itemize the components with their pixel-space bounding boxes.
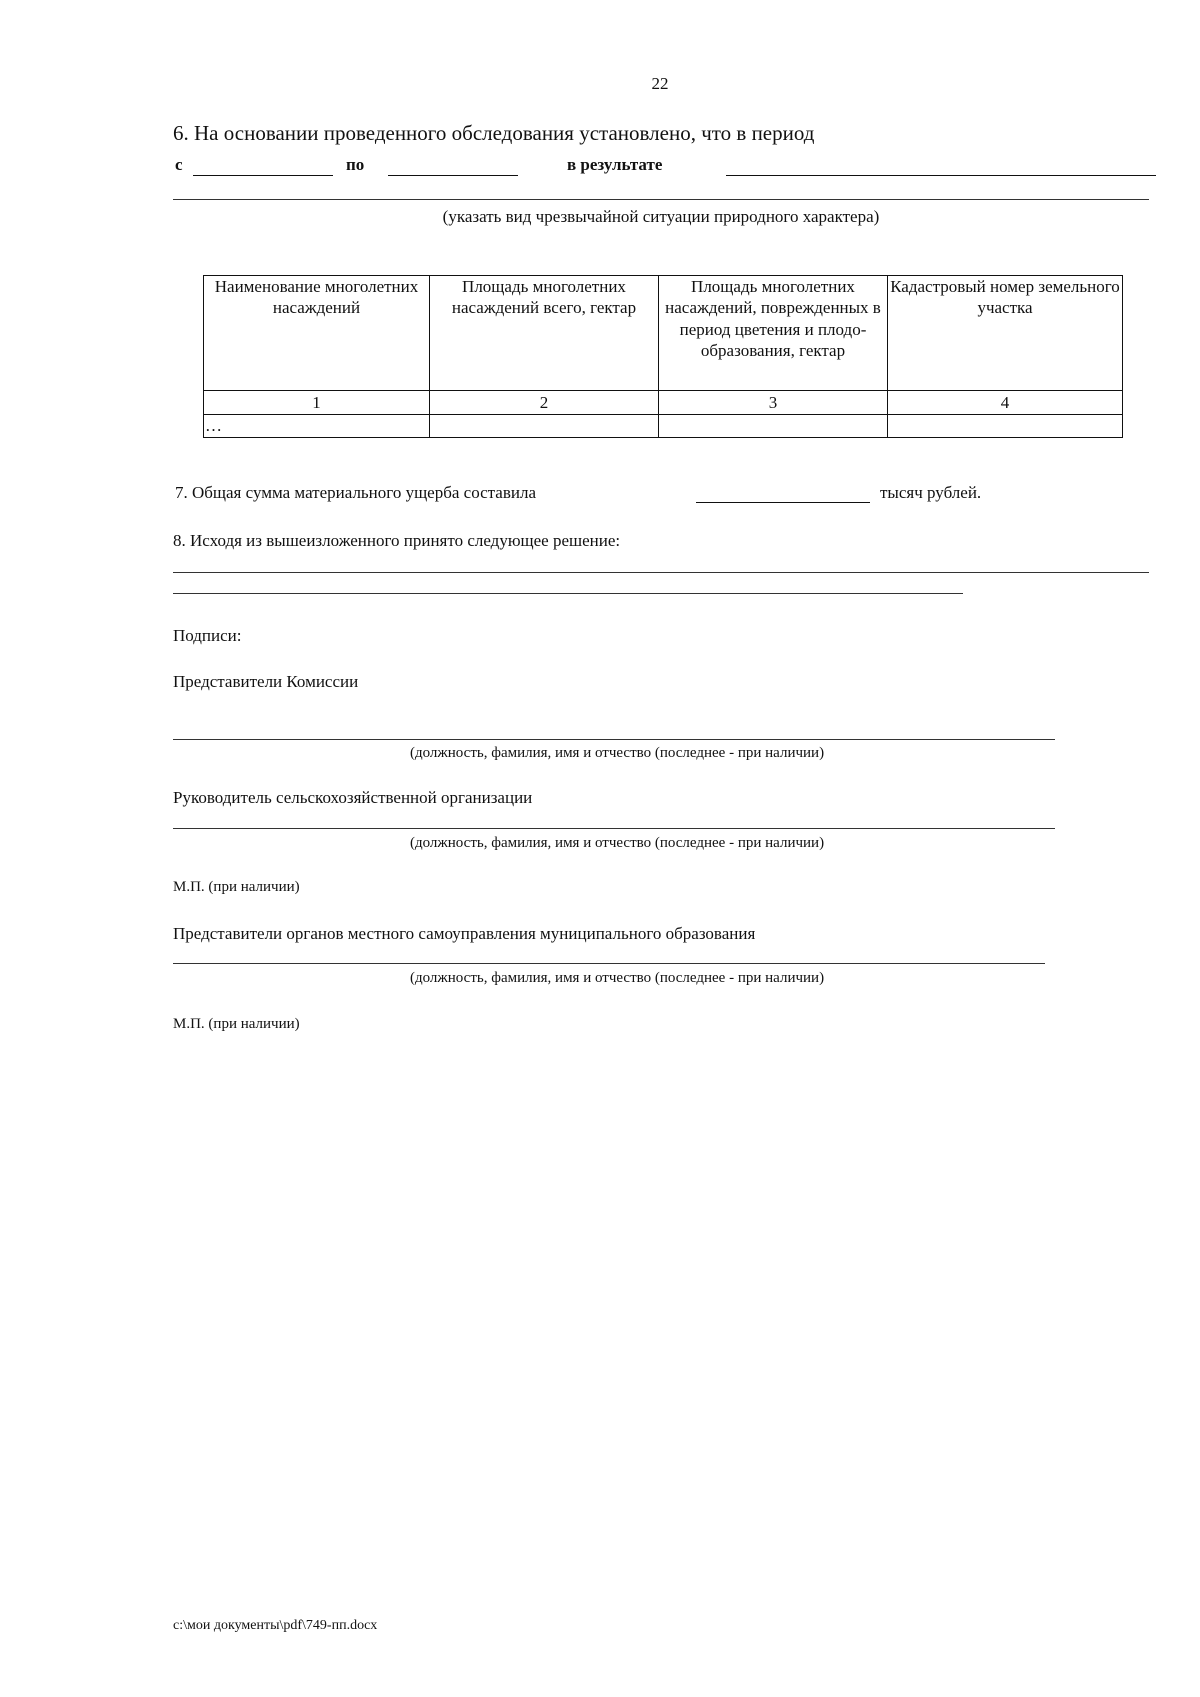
header-cadastral-number: Кадастровый номер земельного участка: [888, 276, 1123, 391]
table-row-numbers: [204, 391, 1123, 415]
commission-label: Представители Комиссии: [173, 672, 359, 691]
column-number-2: 2: [430, 391, 659, 415]
table-cell[interactable]: [430, 415, 659, 438]
damage-sum-unit: тысяч рублей.: [880, 483, 982, 502]
header-plantation-name: Наименование многолетних насаждений: [204, 276, 430, 391]
period-from-label: с: [175, 155, 183, 174]
table-cell[interactable]: [659, 415, 888, 438]
damage-table: [203, 275, 1123, 438]
table-row: [204, 415, 1123, 438]
head-signature-line[interactable]: [173, 828, 1055, 829]
result-label: в результате: [567, 155, 663, 174]
decision-line-1[interactable]: [173, 572, 1149, 573]
table-cell[interactable]: [888, 415, 1123, 438]
section-6-text: 6. На основании проведенного обследования установлено, что в период: [173, 121, 815, 145]
commission-signature-line[interactable]: [173, 739, 1055, 740]
page-number: 22: [651, 74, 669, 93]
local-gov-signature-line[interactable]: [173, 963, 1045, 964]
emergency-type-caption: (указать вид чрезвычайной ситуации природного характера): [442, 207, 880, 226]
commission-signature-caption: (должность, фамилия, имя и отчество (последнее - при наличии): [410, 745, 825, 761]
damage-sum-field[interactable]: [696, 502, 870, 503]
local-gov-signature-caption: (должность, фамилия, имя и отчество (последнее - при наличии): [410, 970, 825, 986]
section-7-text: 7. Общая сумма материального ущерба составила: [175, 483, 537, 502]
file-path: c:\мои документы\pdf\749-пп.docx: [173, 1618, 378, 1633]
local-gov-label: Представители органов местного самоуправления муниципального образования: [173, 924, 756, 943]
section-8-text: 8. Исходя из вышеизложенного принято следующее решение:: [173, 531, 621, 550]
period-from-field[interactable]: [193, 175, 333, 176]
head-signature-caption: (должность, фамилия, имя и отчество (последнее - при наличии): [410, 835, 825, 851]
decision-line-2[interactable]: [173, 593, 963, 594]
emergency-type-line[interactable]: [173, 199, 1149, 200]
emergency-type-field[interactable]: [726, 175, 1156, 176]
column-number-3: 3: [659, 391, 888, 415]
table-cell[interactable]: …: [204, 415, 430, 438]
header-damaged-area: Площадь многолетних насаждений, поврежденных в период цветения и плодо-образования, гектар: [659, 276, 888, 391]
stamp-note-2: М.П. (при наличии): [173, 1016, 300, 1032]
period-to-label: по: [346, 155, 365, 174]
head-label: Руководитель сельскохозяйственной организации: [173, 788, 533, 807]
header-total-area: Площадь многолетних насаждений всего, гектар: [430, 276, 659, 391]
stamp-note-1: М.П. (при наличии): [173, 879, 300, 895]
signatures-title: Подписи:: [173, 626, 242, 645]
table-header-row: [204, 276, 1123, 391]
column-number-4: 4: [888, 391, 1123, 415]
column-number-1: 1: [204, 391, 430, 415]
period-to-field[interactable]: [388, 175, 518, 176]
